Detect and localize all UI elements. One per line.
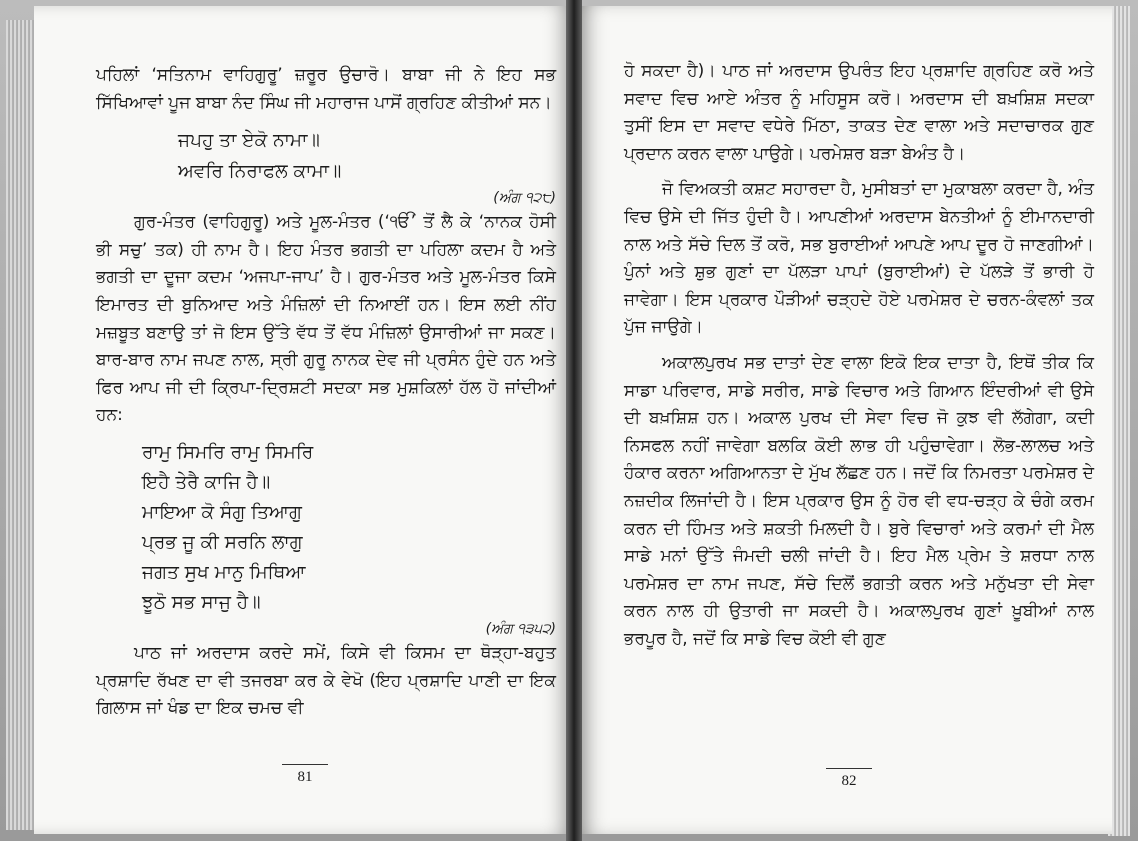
verse-block-2 <box>96 438 556 618</box>
left-page <box>34 6 574 834</box>
right-paragraph-3: ਅਕਾਲਪੁਰਖ ਸਭ ਦਾਤਾਂ ਦੇਣ ਵਾਲਾ ਇਕੋ ਇਕ ਦਾਤਾ ਹੈ, ਇਥੋਂ ਤੀਕ ਕਿ ਸਾਡਾ ਪਰਿਵਾਰ, ਸਾਡੇ ਸਰੀਰ, ਸਾਡੇ ਵਿਚਾਰ ਅਤੇ ਗਿਆਨ ਇੰਦਰੀਆਂ ਵੀ ਉਸੇ ਦੀ ਬਖ਼ਸ਼ਿਸ਼ ਹਨ। ਅਕਾਲ ਪੁਰਖ ਦੀ ਸੇਵਾ ਵਿਚ ਜੋ ਕੁਝ ਵੀ ਲੱਗੇਗਾ, ਕਦੀ ਨਿਸਫਲ ਨਹੀਂ ਜਾਵੇਗਾ ਬਲਕਿ ਕੋਈ ਲਾਭ ਹੀ ਪਹੁੰਚਾਵੇਗਾ। ਲੋਭ-ਲਾਲਚ ਅਤੇ ਹੰਕਾਰ ਕਰਨਾ ਅਗਿਆਨਤਾ ਦੇ ਮੁੱਖ ਲੱਛਣ ਹਨ। ਜਦੋਂ ਕਿ ਨਿਮਰਤਾ ਪਰਮੇਸ਼ਰ ਦੇ ਨਜ਼ਦੀਕ ਲਿਜਾਂਦੀ ਹੈ। ਇਸ ਪ੍ਰਕਾਰ ਉਸ ਨੂੰ ਹੋਰ ਵੀ ਵਧ-ਚੜ੍ਹ ਕੇ ਚੰਗੇ ਕਰਮ ਕਰਨ ਦੀ ਹਿੰਮਤ ਅਤੇ ਸ਼ਕਤੀ ਮਿਲਦੀ ਹੈ। ਬੁਰੇ ਵਿਚਾਰਾਂ ਅਤੇ ਕਰਮਾਂ ਦੀ ਮੈਲ ਸਾਡੇ ਮਨਾਂ ਉੱਤੇ ਜੰਮਦੀ ਚਲੀ ਜਾਂਦੀ ਹੈ। ਇਹ ਮੈਲ ਪ੍ਰੇਮ ਤੇ ਸ਼ਰਧਾ ਨਾਲ ਪਰਮੇਸ਼ਰ ਦਾ ਨਾਮ ਜਪਣ, ਸੱਚੇ ਦਿਲੋਂ ਭਗਤੀ ਕਰਨ ਅਤੇ ਮਨੁੱਖਤਾ ਦੀ ਸੇਵਾ ਕਰਨ ਨਾਲ ਹੀ ਉਤਾਰੀ ਜਾ ਸਕਦੀ ਹੈ। ਅਕਾਲਪੁਰਖ ਗੁਣਾਂ ਖ਼ੂਬੀਆਂ ਨਾਲ ਭਰਪੂਰ ਹੈ, ਜਦੋਂ ਕਿ ਸਾਡੇ ਵਿਚ ਕੋਈ ਵੀ ਗੁਣ <box>624 352 1094 649</box>
verse-line: ਮਾਇਆ ਕੋ ਸੰਗੁ ਤਿਆਗੁ <box>142 501 302 523</box>
verse-line: ਜਪਹੁ ਤਾ ਏਕੋ ਨਾਮਾ॥ <box>178 130 320 152</box>
right-page <box>578 6 1112 834</box>
page-number-left: 81 <box>275 764 335 786</box>
left-paragraph-3: ਪਾਠ ਜਾਂ ਅਰਦਾਸ ਕਰਦੇ ਸਮੇਂ, ਕਿਸੇ ਵੀ ਕਿਸਮ ਦਾ ਥੋੜ੍ਹਾ-ਬਹੁਤ ਪ੍ਰਸ਼ਾਦਿ ਰੱਖਣ ਦਾ ਵੀ ਤਜਰਬਾ ਕਰ ਕੇ ਵੇਖੋ (ਇਹ ਪ੍ਰਸ਼ਾਦਿ ਪਾਣੀ ਦਾ ਇਕ ਗਿਲਾਸ ਜਾਂ ਖੰਡ ਦਾ ਇਕ ਚਮਚ ਵੀ <box>96 642 556 719</box>
scripture-reference-1: (ਅੰਗ ੧੨੮) <box>493 190 556 207</box>
verse-line: ਰਾਮੁ ਸਿਮਰਿ ਰਾਮੁ ਸਿਮਰਿ <box>142 441 314 463</box>
verse-block-1 <box>96 125 556 187</box>
spacer <box>96 430 556 438</box>
spacer <box>96 117 556 125</box>
spacer <box>624 342 1094 350</box>
verse-line: ਇਹੈ ਤੇਰੈ ਕਾਜਿ ਹੈ॥ <box>142 471 271 493</box>
right-paragraph-1: ਹੋ ਸਕਦਾ ਹੈ)। ਪਾਠ ਜਾਂ ਅਰਦਾਸ ਉਪਰੰਤ ਇਹ ਪ੍ਰਸ਼ਾਦਿ ਗ੍ਰਹਿਣ ਕਰੋ ਅਤੇ ਸਵਾਦ ਵਿਚ ਆਏ ਅੰਤਰ ਨੂੰ ਮਹਿਸੂਸ ਕਰੋ। ਅਰਦਾਸ ਦੀ ਬਖ਼ਸ਼ਿਸ਼ ਸਦਕਾ ਤੁਸੀਂ ਇਸ ਦਾ ਸਵਾਦ ਵਧੇਰੇ ਮਿੱਠਾ, ਤਾਕਤ ਦੇਣ ਵਾਲਾ ਅਤੇ ਸਦਾਚਾਰਕ ਗੁਣ ਪ੍ਰਦਾਨ ਕਰਨ ਵਾਲਾ ਪਾਉਗੇ। ਪਰਮੇਸ਼ਰ ਬੜਾ ਬੇਅੰਤ ਹੈ। <box>624 61 1094 164</box>
verse-line: ਪ੍ਰਭ ਜੂ ਕੀ ਸਰਨਿ ਲਾਗੁ <box>142 531 303 553</box>
verse-line: ਝੂਠੋ ਸਭ ਸਾਜੁ ਹੈ॥ <box>142 591 261 613</box>
spacer <box>624 168 1094 176</box>
right-page-text <box>624 58 1094 653</box>
book-spine-gutter <box>566 0 582 841</box>
left-page-text <box>96 62 556 723</box>
verse-line: ਜਗਤ ਸੁਖ ਮਾਨੁ ਮਿਥਿਆ <box>142 561 306 583</box>
left-page-edges <box>6 20 36 830</box>
left-paragraph-1: ਪਹਿਲਾਂ ‘ਸਤਿਨਾਮ ਵਾਹਿਗੁਰੂ’ ਜ਼ਰੂਰ ਉਚਾਰੋ। ਬਾਬਾ ਜੀ ਨੇ ਇਹ ਸਭ ਸਿੱਖਿਆਵਾਂ ਪੂਜ ਬਾਬਾ ਨੰਦ ਸਿੰਘ ਜੀ ਮਹਾਰਾਜ ਪਾਸੋਂ ਗ੍ਰਹਿਣ ਕੀਤੀਆਂ ਸਨ। <box>96 65 556 113</box>
scripture-reference-2: (ਅੰਗ ੧੩੫੨) <box>485 620 556 637</box>
right-paragraph-2: ਜੋ ਵਿਅਕਤੀ ਕਸ਼ਟ ਸਹਾਰਦਾ ਹੈ, ਮੁਸੀਬਤਾਂ ਦਾ ਮੁਕਾਬਲਾ ਕਰਦਾ ਹੈ, ਅੰਤ ਵਿਚ ਉਸੇ ਦੀ ਜਿੱਤ ਹੁੰਦੀ ਹੈ। ਆਪਣੀਆਂ ਅਰਦਾਸ ਬੇਨਤੀਆਂ ਨੂੰ ਈਮਾਨਦਾਰੀ ਨਾਲ ਅਤੇ ਸੱਚੇ ਦਿਲ ਤੋਂ ਕਰੋ, ਸਭ ਬੁਰਾਈਆਂ ਆਪਣੇ ਆਪ ਦੂਰ ਹੋ ਜਾਣਗੀਆਂ। ਪੁੰਨਾਂ ਅਤੇ ਸ਼ੁਭ ਗੁਣਾਂ ਦਾ ਪੱਲੜਾ ਪਾਪਾਂ (ਬੁਰਾਈਆਂ) ਦੇ ਪੱਲੜੇ ਤੋਂ ਭਾਰੀ ਹੋ ਜਾਵੇਗਾ। ਇਸ ਪ੍ਰਕਾਰ ਪੌੜੀਆਂ ਚੜ੍ਹਦੇ ਹੋਏ ਪਰਮੇਸ਼ਰ ਦੇ ਚਰਨ-ਕੰਵਲਾਂ ਤਕ ਪੁੱਜ ਜਾਉਗੇ। <box>624 179 1094 338</box>
page-number-right: 82 <box>819 768 879 790</box>
verse-line: ਅਵਰਿ ਨਿਰਾਫਲ ਕਾਮਾ॥ <box>178 161 342 183</box>
left-paragraph-2: ਗੁਰ-ਮੰਤਰ (ਵਾਹਿਗੁਰੂ) ਅਤੇ ਮੂਲ-ਮੰਤਰ (‘ੴ’ ਤੋਂ ਲੈ ਕੇ ‘ਨਾਨਕ ਹੋਸੀ ਭੀ ਸਚੁ’ ਤਕ) ਹੀ ਨਾਮ ਹੈ। ਇਹ ਮੰਤਰ ਭਗਤੀ ਦਾ ਪਹਿਲਾ ਕਦਮ ਹੈ ਅਤੇ ਭਗਤੀ ਦਾ ਦੂਜਾ ਕਦਮ ‘ਅਜਪਾ-ਜਾਪ’ ਹੈ। ਗੁਰ-ਮੰਤਰ ਅਤੇ ਮੂਲ-ਮੰਤਰ ਕਿਸੇ ਇਮਾਰਤ ਦੀ ਬੁਨਿਆਦ ਅਤੇ ਮੰਜ਼ਿਲਾਂ ਦੀ ਨਿਆਈਂ ਹਨ। ਇਸ ਲਈ ਨੀਂਹ ਮਜ਼ਬੂਤ ਬਣਾਉ ਤਾਂ ਜੋ ਇਸ ਉੱਤੇ ਵੱਧ ਤੋਂ ਵੱਧ ਮੰਜ਼ਿਲਾਂ ਉਸਾਰੀਆਂ ਜਾ ਸਕਣ। ਬਾਰ-ਬਾਰ ਨਾਮ ਜਪਣ ਨਾਲ, ਸ੍ਰੀ ਗੁਰੂ ਨਾਨਕ ਦੇਵ ਜੀ ਪ੍ਰਸੰਨ ਹੁੰਦੇ ਹਨ ਅਤੇ ਫਿਰ ਆਪ ਜੀ ਦੀ ਕ੍ਰਿਪਾ-ਦ੍ਰਿਸ਼ਟੀ ਸਦਕਾ ਸਭ ਮੁਸ਼ਕਿਲਾਂ ਹੱਲ ਹੋ ਜਾਂਦੀਆਂ ਹਨ: <box>96 212 556 426</box>
